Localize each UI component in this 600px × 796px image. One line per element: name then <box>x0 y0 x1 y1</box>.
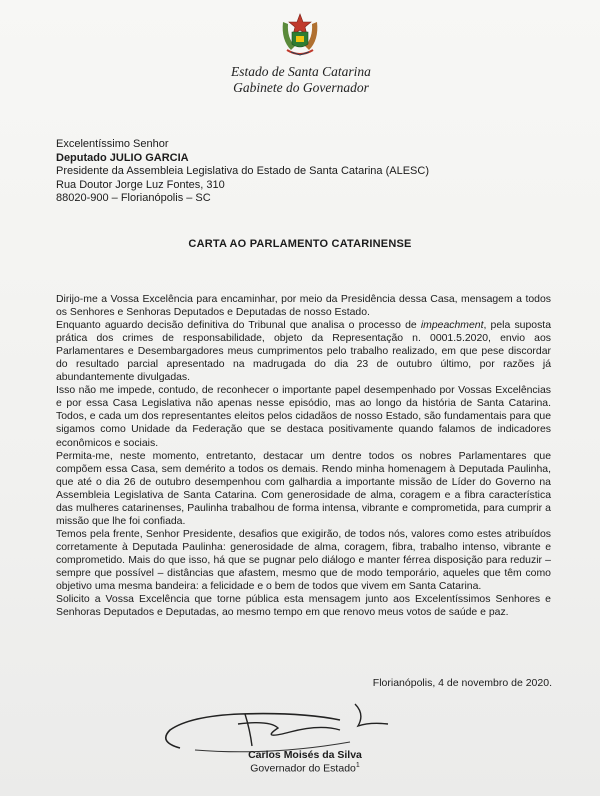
signer-role-text: Governador do Estado <box>250 762 356 775</box>
letter-title: CARTA AO PARLAMENTO CATARINENSE <box>188 238 412 250</box>
recipient-name: Deputado JULIO GARCIA <box>56 151 189 164</box>
paragraph-3: Isso não me impede, contudo, de reconhecer o importante papel desempenhado por Vossas Excelências e por essa Casa Legislativa não apenas nesse episódio, mas ao longo da história de Santa Catarina. Todos, e cada um dos representantes eleitos pelos cidadãos de nosso Estado, são fundamentais para que sigamos como Unidade da Federação que se destaca positivamente quando falamos de indicadores econômicos e sociais. <box>56 385 551 449</box>
letterhead-office: Gabinete do Governador <box>233 80 369 95</box>
state-coat-of-arms-icon <box>277 10 323 60</box>
letter-body <box>56 293 551 619</box>
paragraph-6: Solicito a Vossa Excelência que torne pública esta mensagem junto aos Excelentíssimos Senhores e Senhoras Deputados e Deputadas, ao mesmo tempo em que renovo meus votos de saúde e paz. <box>56 594 551 619</box>
recipient-city: 88020-900 – Florianópolis – SC <box>56 192 211 205</box>
signer-role <box>0 762 600 775</box>
paragraph-4: Permita-me, neste momento, entretanto, destacar um dentre todos os nobres Parlamentares que compõem essa Casa, sem demérito a todos os demais. Rendo minha homenagem à Deputada Paulinha, que até o dia 26 de outubro desempenhou com galhardia a importante missão de Líder do Governo na Assembleia Legislativa de Santa Catarina. Com generosidade de alma, coragem e a fibra característica das mulheres catarinenses, Paulinha trabalhou de forma intensa, vibrante e comprometida, para cumprir a missão que lhe foi confiada. <box>56 450 551 527</box>
recipient-address <box>56 138 576 206</box>
paragraph-2-italic: impeachment <box>420 320 484 332</box>
recipient-street: Rua Doutor Jorge Luz Fontes, 310 <box>56 178 225 191</box>
paragraph-1: Dirijo-me a Vossa Excelência para encaminhar, por meio da Presidência dessa Casa, mensagem a todos os Senhores e Senhoras Deputados e Deputadas de nosso Estado. <box>56 294 551 319</box>
paragraph-5: Temos pela frente, Senhor Presidente, desafios que exigirão, de todos nós, valores como estes atribuídos corretamente à Deputada Paulinha: generosidade de alma, coragem, fibra, trabalho intenso, vibrante e comprometido. Mais do que isso, há que se pugnar pelo diálogo e manter férrea disposição para reduzir – sempre que possível – distâncias que afastem, mesmo que de modo temporário, aqueles que têm como objetivo uma mesma bandeira: a felicidade e o bem de todos que vivem em Santa Catarina. <box>56 528 551 593</box>
signer-name: Carlos Moisés da Silva <box>248 749 362 761</box>
paragraph-2-start: Enquanto aguardo decisão definitiva do Tribunal que analisa o processo de <box>56 320 421 332</box>
paragraph-2-end: , pela suposta prática dos crimes de responsabilidade, objeto da Representação n. 0001.5.2020, envio aos Parlamentares e Desembargadores meus cumprimentos pelo trabalho realizado, em que pese discordar do resultado parcial apresentado na madrugada do dia 23 de outubro último, por razões já abundantemente divulgadas. <box>56 320 551 384</box>
date-line: Florianópolis, 4 de novembro de 2020. <box>372 677 552 689</box>
footnote-mark: 1 <box>355 762 360 769</box>
letterhead <box>0 64 600 96</box>
letterhead-state: Estado de Santa Catarina <box>231 64 371 79</box>
recipient-salutation: Excelentíssimo Senhor <box>56 138 169 150</box>
recipient-position: Presidente da Assembleia Legislativa do Estado de Santa Catarina (ALESC) <box>56 165 429 178</box>
paragraph-2 <box>56 319 551 384</box>
